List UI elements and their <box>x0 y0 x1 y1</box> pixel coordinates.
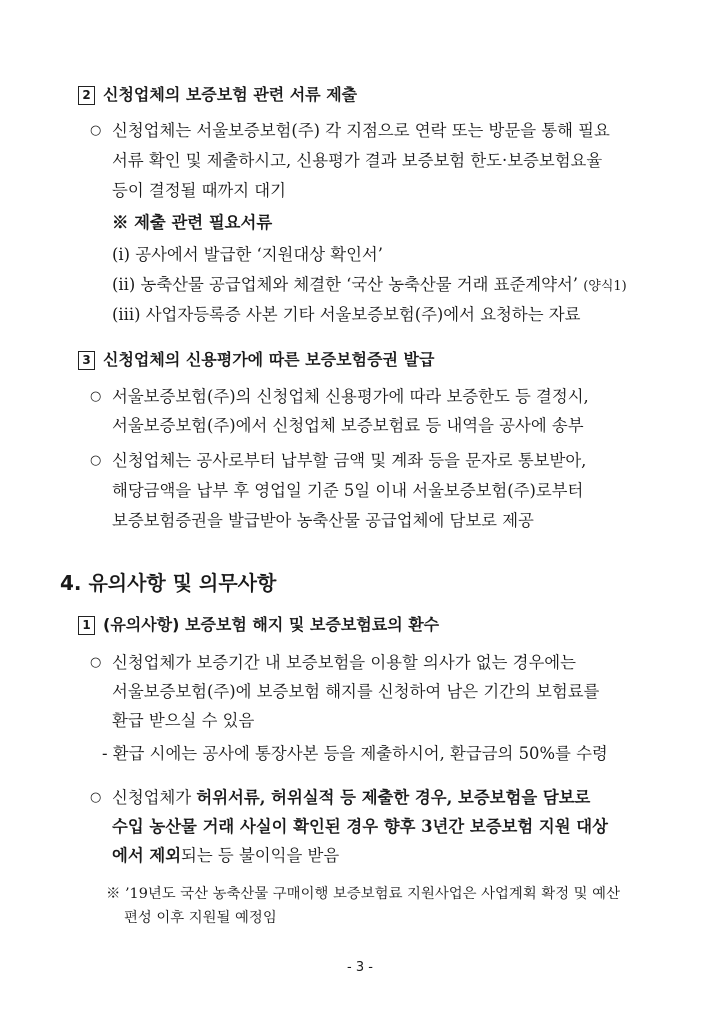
chapter-4-heading: 4. 유의사항 및 의무사항 <box>60 571 277 595</box>
section-2-bullet-line-2: 서류 확인 및 제출하시고, 신용평가 결과 보증보험 한도·보증보험요율 <box>112 151 603 170</box>
section-3-bullet-1-line-2: 서울보증보험(주)에서 신청업체 보증보험료 등 내역을 공사에 송부 <box>112 416 584 435</box>
section-4-1-bullet-2-line-1 <box>112 787 590 809</box>
bullet-2-bold-1: 허위서류, 허위실적 등 제출한 경우, 보증보험을 담보로 <box>196 788 591 807</box>
bullet-2-plain-end: 되는 등 불이익을 받음 <box>181 846 340 865</box>
bullet-icon: ○ <box>90 655 102 670</box>
section-3-bullet-1-line-1: 서울보증보험(주)의 신청업체 신용평가에 따라 보증한도 등 결정시, <box>112 387 589 406</box>
required-doc-item-1: (i) 공사에서 발급한 ‘지원대상 확인서’ <box>112 245 383 264</box>
bullet-2-bold-3: 에서 제외 <box>112 846 182 865</box>
refund-dash-note: - 환급 시에는 공사에 통장사본 등을 제출하시어, 환급금의 50%를 수령 <box>102 744 608 763</box>
section-4-1-bullet-1-line-1: 신청업체가 보증기간 내 보증보험을 이용할 의사가 없는 경우에는 <box>112 653 576 672</box>
section-4-1-title: (유의사항) 보증보험 해지 및 보증보험료의 환수 <box>103 615 440 634</box>
section-3-bullet-2-line-3: 보증보험증권을 발급받아 농축산물 공급업체에 담보로 제공 <box>112 511 534 530</box>
required-doc-item-2-text: (ii) 농축산물 공급업체와 체결한 ‘국산 농축산물 거래 표준계약서’ <box>112 275 578 294</box>
section-3-heading <box>78 349 434 371</box>
section-3-title: 신청업체의 신용평가에 따른 보증보험증권 발급 <box>103 350 435 369</box>
bullet-icon: ○ <box>90 790 102 805</box>
required-doc-item-3: (iii) 사업자등록증 사본 기타 서울보증보험(주)에서 요청하는 자료 <box>112 305 581 324</box>
section-3-number: 3 <box>78 351 95 370</box>
section-4-1-bullet-2-line-2: 수입 농산물 거래 사실이 확인된 경우 향후 3년간 보증보험 지원 대상 <box>112 817 608 836</box>
section-4-1-heading <box>78 614 439 636</box>
section-4-1-number: 1 <box>78 616 95 635</box>
section-2-title: 신청업체의 보증보험 관련 서류 제출 <box>103 85 358 104</box>
section-4-1-bullet-2-line-3 <box>112 845 339 867</box>
bullet-2-plain-start: 신청업체가 <box>112 788 197 807</box>
section-2-heading <box>78 84 357 106</box>
footnote-line-2: 편성 이후 지원될 예정임 <box>124 910 277 926</box>
form-note: (양식1) <box>583 279 627 294</box>
bullet-icon: ○ <box>90 453 102 468</box>
bullet-icon: ○ <box>90 389 102 404</box>
section-4-1-bullet-1-line-3: 환급 받으실 수 있음 <box>112 711 255 730</box>
bullet-icon: ○ <box>90 123 102 138</box>
required-doc-item-2 <box>112 274 627 298</box>
required-docs-heading: ※ 제출 관련 필요서류 <box>112 213 273 232</box>
section-4-1-bullet-1-line-2: 서울보증보험(주)에 보증보험 해지를 신청하여 남은 기간의 보험료를 <box>112 682 600 701</box>
section-3-bullet-2-line-2: 해당금액을 납부 후 영업일 기준 5일 이내 서울보증보험(주)로부터 <box>112 481 584 500</box>
section-2-number: 2 <box>78 86 95 105</box>
section-2-bullet-line-1: 신청업체는 서울보증보험(주) 각 지점으로 연락 또는 방문을 통해 필요 <box>112 121 610 140</box>
page-number: - 3 - <box>347 960 373 975</box>
section-3-bullet-2-line-1: 신청업체는 공사로부터 납부할 금액 및 계좌 등을 문자로 통보받아, <box>112 451 587 470</box>
footnote-line-1: ※ ’19년도 국산 농축산물 구매이행 보증보험료 지원사업은 사업계획 확정 및 예산 <box>106 886 620 902</box>
section-2-bullet-line-3: 등이 결정될 때까지 대기 <box>112 181 286 200</box>
